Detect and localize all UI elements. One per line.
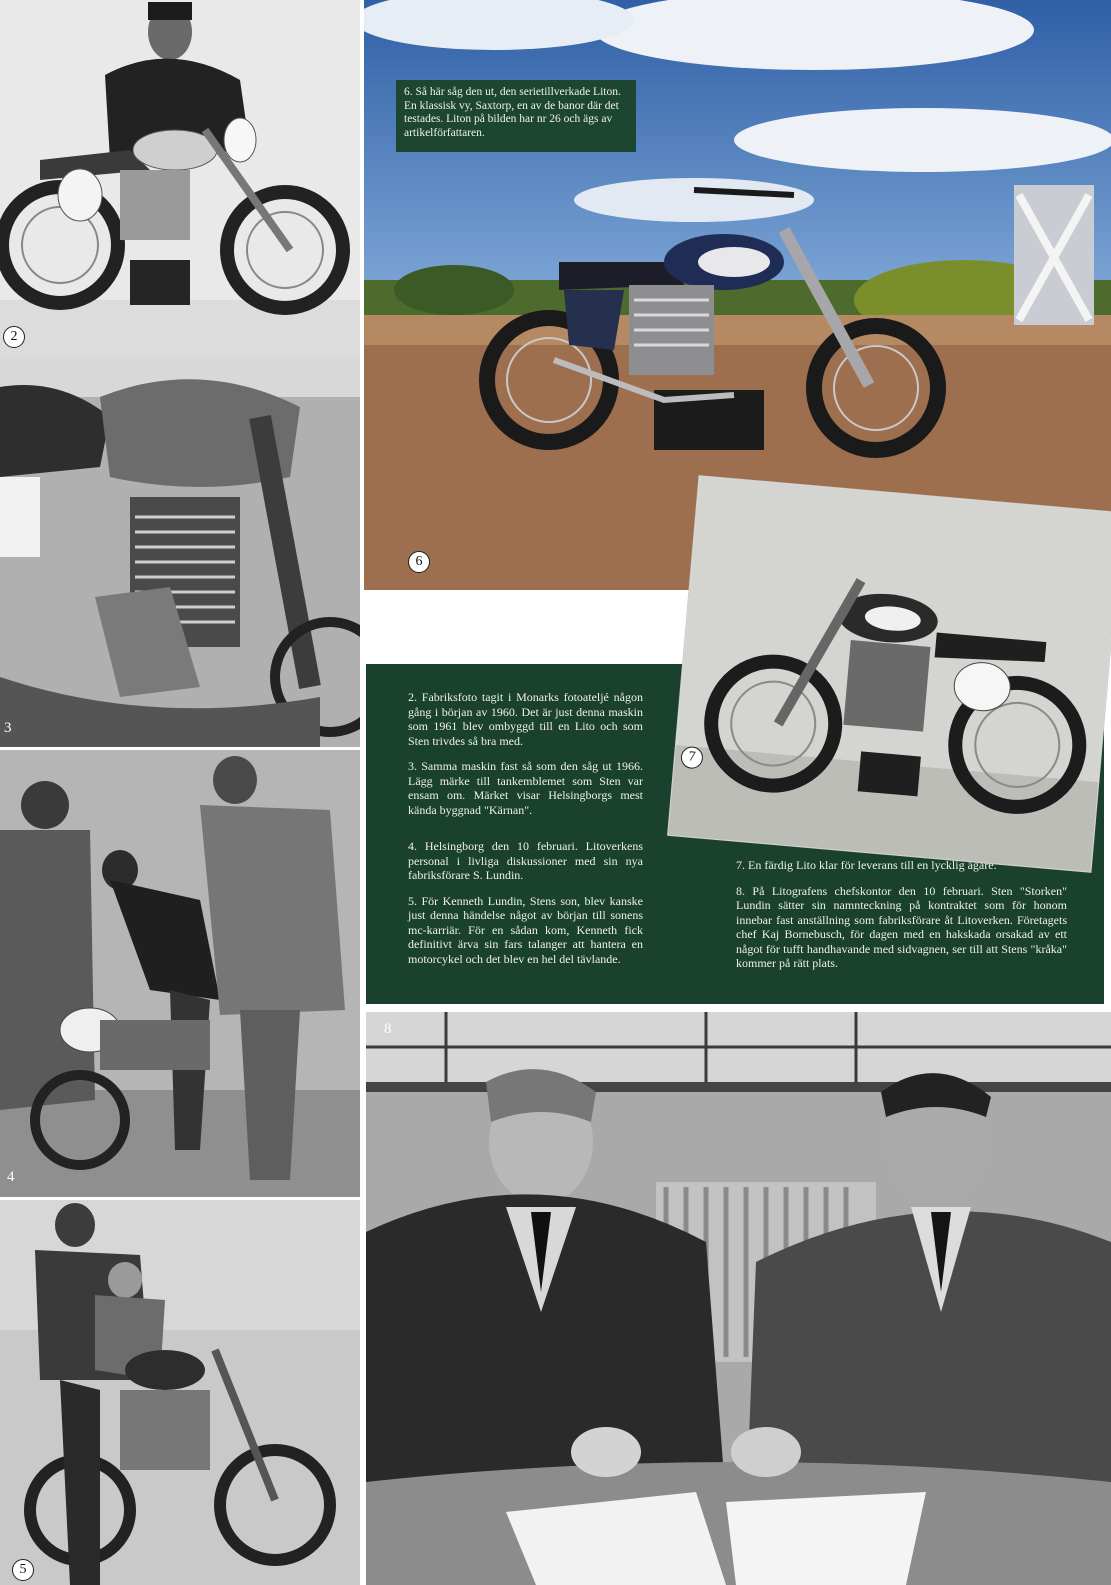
photo-5-image	[0, 1200, 360, 1585]
photo-8-contract-signing	[366, 1012, 1111, 1585]
photo-6-caption-box	[396, 80, 636, 152]
caption-column-right	[736, 858, 1067, 982]
photo-5-father-and-son	[0, 1200, 360, 1585]
photo-6-number: 6	[408, 551, 430, 573]
caption-7: 7. En färdig Lito klar för leverans till en lycklig ägare.	[736, 858, 997, 872]
photo-7-finished-lito	[668, 476, 1111, 872]
photo-6-caption: 6. Så här såg den ut, den serietillverkade Liton. En klassisk vy, Saxtorp, en av de banor där det testades. Liton på bilden har nr 26 och ägs av artikelförfattaren.	[404, 86, 621, 139]
caption-5: 5. För Kenneth Lundin, Stens son, blev kanske just denna händelse något av början till sonens mc-karriär. För en sådan kom, Kenneth fick definitivt ärva sin fars talanger att hantera en motorcykel och det blev en hel del tävlande.	[408, 893, 643, 966]
photo-4-number: 4	[7, 1169, 15, 1185]
caption-column-left	[408, 690, 643, 977]
photo-7-number: 7	[680, 746, 704, 770]
photo-2-image	[0, 0, 360, 357]
caption-2: 2. Fabriksfoto tagit i Monarks fotoateljé någon gång i början av 1960. Det är just denna maskin som 1961 blev ombyggd till en Lito och som Sten trivdes så bra med.	[408, 690, 643, 748]
photo-3-engine-closeup	[0, 357, 360, 747]
photo-8-number: 8	[384, 1021, 392, 1037]
photo-8-image	[366, 1012, 1111, 1585]
caption-3: 3. Samma maskin fast så som den såg ut 1966. Lägg märke till tankemblemet som Sten var ensam om. Märket visar Helsingborgs mest kända byggnad "Kärnan".	[408, 759, 643, 817]
photo-3-image	[0, 357, 360, 747]
caption-8: 8. På Litografens chefskontor den 10 februari. Sten "Storken" Lundin sätter sin namnteckning på kontraktet som för honom innebar fast anställning som fabriksförare åt Litoverken. Företagets chef Kaj Bornebusch, för dagen med en hakskada orsakad av ett något för tufft handhavande med sidvagnen, ser till att Stens "kråka" kommer på rätt plats.	[736, 883, 1067, 970]
photo-2-factory-motorcycle	[0, 0, 360, 357]
photo-3-number: 3	[4, 720, 12, 736]
photo-2-number: 2	[3, 326, 25, 348]
caption-4: 4. Helsingborg den 10 februari. Litoverkens personal i livliga diskussioner med sin nya fabriksförare S. Lundin.	[408, 839, 643, 882]
photo-4-helsingborg-discussion	[0, 750, 360, 1197]
photo-7-image	[668, 476, 1111, 872]
photo-5-number: 5	[12, 1559, 34, 1581]
photo-4-image	[0, 750, 360, 1197]
